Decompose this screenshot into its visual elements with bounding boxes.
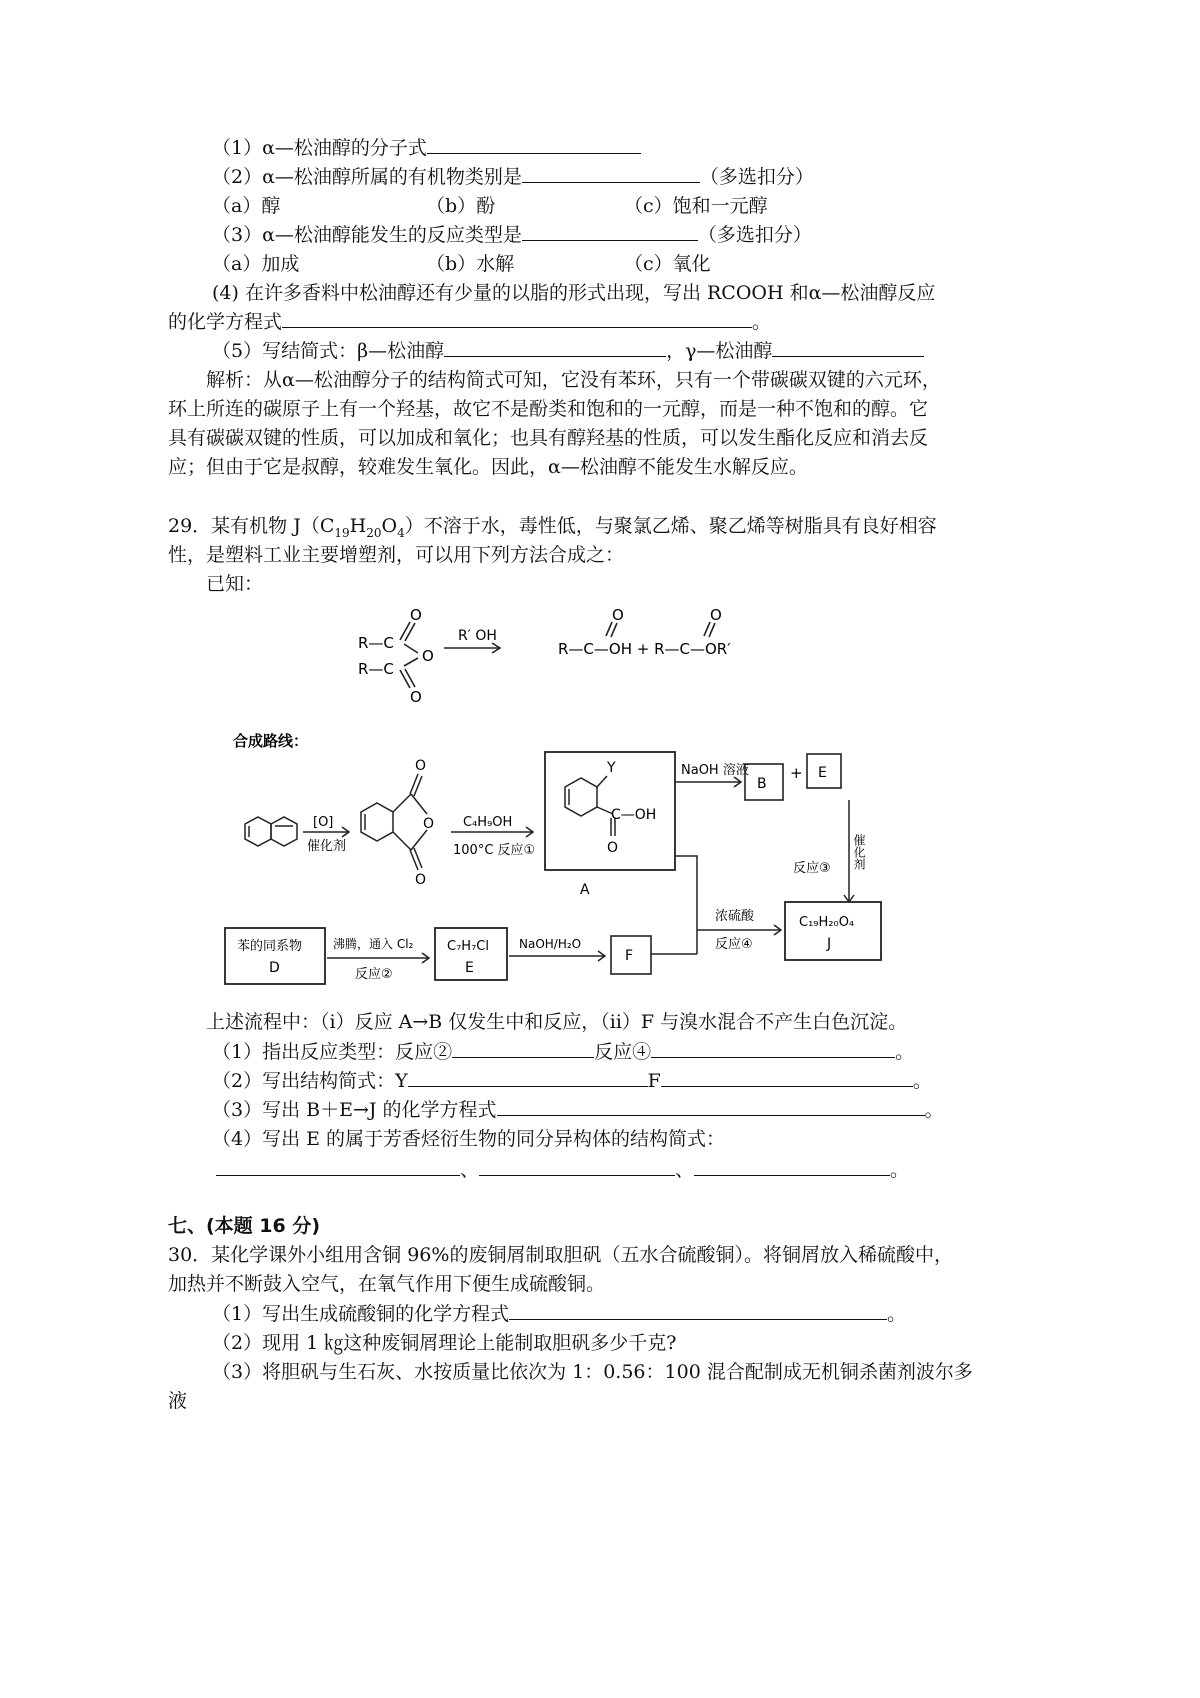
product-o1: O bbox=[612, 608, 624, 624]
q29-intro2: 性，是塑料工业主要增塑剂，可以用下列方法合成之： bbox=[168, 544, 625, 566]
q28-line2: （2）α—松油醇所属的有机物类别是 （多选扣分） bbox=[212, 166, 814, 188]
analysis-line: 环上所连的碳原子上有一个羟基，故它不是酚类和饱和的一元醇，而是一种不饱和的醇。它 bbox=[168, 398, 929, 420]
q28-line3: （3）α—松油醇能发生的反应类型是 （多选扣分） bbox=[212, 224, 812, 246]
q29-sub4-answers: 、 、 。 bbox=[216, 1157, 909, 1183]
svg-text:O: O bbox=[423, 816, 435, 832]
svg-text:C—OH: C—OH bbox=[611, 807, 657, 823]
naphthalene-icon bbox=[245, 817, 297, 846]
svg-text:O: O bbox=[607, 840, 619, 856]
answer-blank[interactable] bbox=[452, 1039, 594, 1058]
analysis-line: 解析：从α—松油醇分子的结构简式可知，它没有苯环，只有一个带碳碳双键的六元环， bbox=[206, 369, 941, 391]
analysis-line: 应；但由于它是叔醇，较难发生氧化。因此，α—松油醇不能发生水解反应。 bbox=[168, 456, 808, 478]
anhydride-r-top: R—C bbox=[358, 634, 394, 652]
q29-intro: 29．某有机物 $J(C_{19}H_{20}O_4)$不溶于水，毒性低，与聚氯乙烯、聚乙烯等树脂具有良好相容 bbox=[168, 515, 937, 540]
reagent-label: R′ OH bbox=[458, 628, 497, 644]
q30-sub1: （1）写出生成硫酸铜的化学方程式 。 bbox=[212, 1303, 907, 1325]
q30-sub3-cont: 液 bbox=[168, 1390, 188, 1412]
svg-text:E: E bbox=[465, 960, 474, 976]
svg-text:苯的同系物: 苯的同系物 bbox=[237, 939, 303, 954]
svg-text:沸腾，通入 Cl₂: 沸腾，通入 Cl₂ bbox=[333, 937, 414, 951]
anhydride-o-top: O bbox=[410, 608, 422, 624]
svg-text:C₁₉H₂₀O₄: C₁₉H₂₀O₄ bbox=[799, 915, 855, 930]
answer-blank[interactable] bbox=[522, 222, 698, 241]
svg-text:J: J bbox=[827, 936, 832, 952]
svg-text:F: F bbox=[625, 948, 634, 964]
svg-text:E: E bbox=[818, 765, 827, 781]
answer-blank[interactable] bbox=[661, 1068, 913, 1087]
products-label: R—C—OH + R—C—OR′ bbox=[558, 640, 731, 658]
q29-sub1: （1）指出反应类型：反应② 反应④ 。 bbox=[212, 1041, 915, 1063]
section-heading: 七、(本题 16 分) bbox=[168, 1215, 321, 1237]
svg-text:[O]: [O] bbox=[313, 815, 334, 830]
answer-blank[interactable] bbox=[694, 1157, 890, 1176]
known-label: 已知： bbox=[206, 573, 264, 595]
q30-sub3: （3）将胆矾与生石灰、水按质量比依次为 1：0.56：100 混合配制成无机铜杀菌剂波尔多 bbox=[212, 1361, 973, 1383]
q28-line4b: 的化学方程式 。 bbox=[168, 311, 772, 333]
q30-intro2: 加热并不断鼓入空气，在氧气作用下便生成硫酸铜。 bbox=[168, 1273, 606, 1295]
answer-blank[interactable] bbox=[282, 309, 752, 328]
svg-text:NaOH/H₂O: NaOH/H₂O bbox=[519, 937, 582, 951]
svg-text:D: D bbox=[269, 960, 280, 976]
svg-text:+: + bbox=[790, 764, 803, 782]
svg-text:B: B bbox=[757, 776, 767, 792]
known-reaction-diagram bbox=[340, 608, 780, 708]
q29-sub4: （4）写出 E 的属于芳香烃衍生物的同分异构体的结构简式： bbox=[212, 1128, 726, 1150]
answer-blank[interactable] bbox=[408, 1068, 648, 1087]
q28-line1: （1）α—松油醇的分子式 bbox=[212, 135, 641, 161]
anhydride-o-bot: O bbox=[410, 688, 422, 706]
answer-blank[interactable] bbox=[216, 1157, 460, 1176]
answer-blank[interactable] bbox=[509, 1301, 887, 1320]
synthesis-route-diagram bbox=[215, 722, 905, 997]
svg-text:NaOH 溶液: NaOH 溶液 bbox=[681, 763, 749, 778]
anhydride-r-bot: R—C bbox=[358, 660, 394, 678]
svg-text:催化剂: 催化剂 bbox=[307, 839, 347, 854]
route-title: 合成路线： bbox=[233, 732, 309, 750]
answer-blank[interactable] bbox=[497, 1097, 925, 1116]
analysis-line: 具有碳碳双键的性质，可以加成和氧化；也具有醇羟基的性质，可以发生酯化反应和消去反 bbox=[168, 427, 929, 449]
svg-text:O: O bbox=[415, 872, 427, 888]
svg-text:100°C 反应①: 100°C 反应① bbox=[453, 843, 536, 858]
phthalic-anhydride-icon bbox=[361, 774, 427, 870]
answer-blank[interactable] bbox=[427, 135, 641, 154]
answer-blank[interactable] bbox=[444, 338, 666, 357]
svg-text:浓硫酸: 浓硫酸 bbox=[715, 909, 755, 924]
q29-conditions: 上述流程中：（ⅰ）反应 A→B 仅发生中和反应，（ⅱ）F 与溴水混合不产生白色沉淀。 bbox=[206, 1011, 908, 1033]
answer-blank[interactable] bbox=[522, 164, 700, 183]
q29-sub2: （2）写出结构简式：Y F 。 bbox=[212, 1070, 932, 1092]
svg-text:反应③: 反应③ bbox=[793, 861, 831, 876]
q30-sub2: （2）现用 1 ㎏这种废铜屑理论上能制取胆矾多少千克? bbox=[212, 1332, 677, 1354]
svg-text:反应②: 反应② bbox=[355, 967, 393, 982]
q29-sub3: （3）写出 B＋E→J 的化学方程式 。 bbox=[212, 1099, 944, 1121]
svg-text:A: A bbox=[580, 882, 590, 898]
anhydride-ring-o: O bbox=[422, 647, 434, 665]
svg-text:C₇H₇Cl: C₇H₇Cl bbox=[447, 939, 489, 954]
q30-intro: 30．某化学课外小组用含铜 96%的废铜屑制取胆矾（五水合硫酸铜）。将铜屑放入稀硫酸中， bbox=[168, 1244, 953, 1266]
svg-text:反应④: 反应④ bbox=[715, 937, 753, 952]
answer-blank[interactable] bbox=[651, 1039, 895, 1058]
product-o2: O bbox=[710, 608, 722, 624]
answer-blank[interactable] bbox=[479, 1157, 675, 1176]
svg-text:O: O bbox=[415, 758, 427, 774]
q28-line5: （5）写结简式：β—松油醇 ，γ—松油醇 bbox=[212, 338, 924, 364]
q28-line4: (4) 在许多香料中松油醇还有少量的以脂的形式出现，写出 RCOOH 和α—松油醇反应 bbox=[212, 282, 936, 304]
svg-text:催化剂: 催化剂 bbox=[852, 834, 866, 870]
svg-text:C₄H₉OH: C₄H₉OH bbox=[463, 815, 513, 830]
answer-blank[interactable] bbox=[772, 338, 924, 357]
svg-text:Y: Y bbox=[607, 760, 616, 776]
